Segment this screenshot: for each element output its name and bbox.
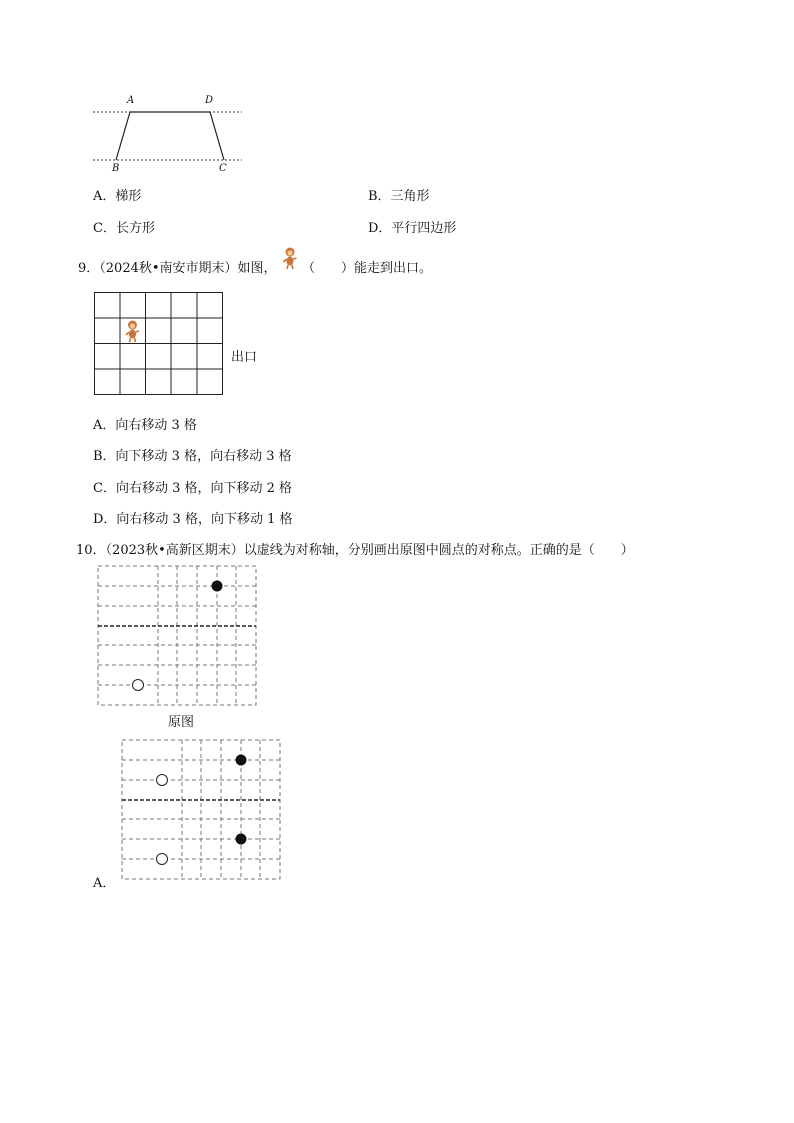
q8-option-c[interactable]: C．长方形 <box>93 221 155 236</box>
monkey-in-grid-icon <box>126 321 139 343</box>
q8-option-a[interactable]: A．梯形 <box>93 189 142 204</box>
vertex-a-label: A <box>127 95 135 106</box>
vertex-b-label: B <box>112 163 120 174</box>
q9-option-a[interactable]: A．向右移动 3 格 <box>93 418 197 433</box>
q9-option-c[interactable]: C．向右移动 3 格，向下移动 2 格 <box>93 481 293 496</box>
q9-stem-suffix: （ ）能走到出口。 <box>302 261 433 276</box>
option-a-symmetry-figure <box>120 738 284 882</box>
q10-option-a-label[interactable]: A． <box>93 876 116 891</box>
exit-label: 出口 <box>231 350 258 365</box>
q9-stem-prefix: 9．（2024秋•南安市期末）如图， <box>78 261 277 276</box>
monkey-icon <box>282 246 298 270</box>
q9-option-d[interactable]: D．向右移动 3 格，向下移动 1 格 <box>93 512 293 527</box>
vertex-d-label: D <box>205 95 214 106</box>
original-figure-caption: 原图 <box>168 715 195 730</box>
q9-option-b[interactable]: B．向下移动 3 格，向右移动 3 格 <box>93 449 292 464</box>
original-symmetry-figure <box>96 564 260 708</box>
q8-option-b[interactable]: B．三角形 <box>368 189 430 204</box>
maze-grid <box>94 292 226 398</box>
q8-option-d[interactable]: D．平行四边形 <box>368 221 457 236</box>
vertex-c-label: C <box>219 163 227 174</box>
q10-stem: 10．（2023秋•高新区期末）以虚线为对称轴，分别画出原图中圆点的对称点。正确的是（ ） <box>76 543 634 558</box>
